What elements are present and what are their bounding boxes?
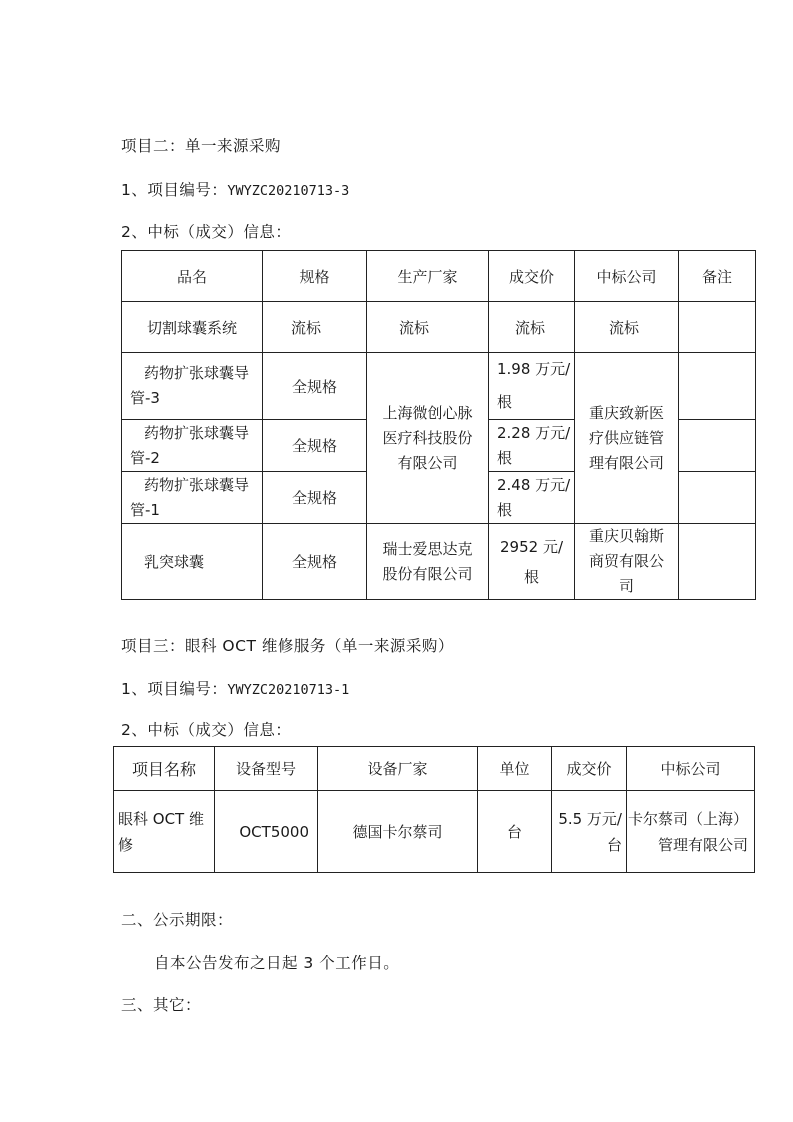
item-winner: 卡尔蔡司（上海）管理有限公司 (627, 791, 755, 873)
item-maker: 德国卡尔蔡司 (318, 791, 478, 873)
project2-award-table (121, 250, 756, 600)
item-spec: 全规格 (263, 524, 367, 600)
header-cell: 成交价 (489, 251, 575, 302)
item-name: 药物扩张球囊导管-3 (122, 353, 263, 420)
item-price: 2.48 万元/根 (489, 472, 575, 524)
table-header-row (114, 747, 755, 791)
item-winner: 重庆贝翰斯商贸有限公司 (575, 524, 679, 600)
table-row (122, 524, 756, 600)
item-price: 5.5 万元/台 (552, 791, 627, 873)
project3-award-table (113, 746, 755, 873)
item-price: 1.98 万元/根 (489, 353, 575, 420)
header-cell: 中标公司 (575, 251, 679, 302)
project3-heading: 项目三：眼科 OCT 维修服务（单一来源采购） (121, 637, 454, 655)
project2-award-label: 2、中标（成交）信息： (121, 223, 292, 241)
section2-body: 自本公告发布之日起 3 个工作日。 (154, 954, 400, 972)
project3-code-line (121, 677, 349, 699)
table-row (122, 353, 756, 420)
header-cell: 品名 (122, 251, 263, 302)
item-price: 2952 元/根 (489, 524, 575, 600)
item-model: OCT5000 (215, 791, 318, 873)
header-cell: 设备型号 (215, 747, 318, 791)
header-cell: 成交价 (552, 747, 627, 791)
project2-code-line (121, 178, 349, 200)
header-cell: 规格 (263, 251, 367, 302)
project2-code-value: YWYZC20210713-3 (227, 183, 350, 199)
header-cell: 备注 (679, 251, 756, 302)
section2-heading: 二、公示期限： (121, 911, 234, 929)
item-name: 眼科 OCT 维修 (114, 791, 215, 873)
item-note (679, 302, 756, 353)
header-cell: 生产厂家 (367, 251, 489, 302)
item-spec: 全规格 (263, 472, 367, 524)
header-cell: 单位 (478, 747, 552, 791)
item-spec: 全规格 (263, 353, 367, 420)
item-note (679, 472, 756, 524)
item-price: 流标 (489, 302, 575, 353)
item-price: 2.28 万元/根 (489, 420, 575, 472)
item-name: 切割球囊系统 (122, 302, 263, 353)
item-maker: 流标 (367, 302, 489, 353)
project2-heading: 项目二：单一来源采购 (121, 137, 282, 155)
table-header-row (122, 251, 756, 302)
header-cell: 设备厂家 (318, 747, 478, 791)
section3-heading: 三、其它： (121, 996, 202, 1014)
item-maker: 瑞士爱思达克股份有限公司 (367, 524, 489, 600)
header-cell: 中标公司 (627, 747, 755, 791)
item-spec: 流标 (263, 302, 367, 353)
table-row (114, 791, 755, 873)
table-row (122, 302, 756, 353)
header-cell: 项目名称 (114, 747, 215, 791)
project2-code-label: 1、项目编号： (121, 181, 228, 199)
item-winner: 流标 (575, 302, 679, 353)
merged-winner: 重庆致新医疗供应链管理有限公司 (575, 353, 679, 524)
item-name: 乳突球囊 (122, 524, 263, 600)
project3-code-value: YWYZC20210713-1 (227, 682, 350, 698)
item-note (679, 353, 756, 420)
item-name: 药物扩张球囊导管-2 (122, 420, 263, 472)
item-note (679, 524, 756, 600)
item-name: 药物扩张球囊导管-1 (122, 472, 263, 524)
item-note (679, 420, 756, 472)
project3-award-label: 2、中标（成交）信息： (121, 721, 292, 739)
item-spec: 全规格 (263, 420, 367, 472)
merged-maker: 上海微创心脉医疗科技股份有限公司 (367, 353, 489, 524)
item-unit: 台 (478, 791, 552, 873)
project3-code-label: 1、项目编号： (121, 680, 228, 698)
